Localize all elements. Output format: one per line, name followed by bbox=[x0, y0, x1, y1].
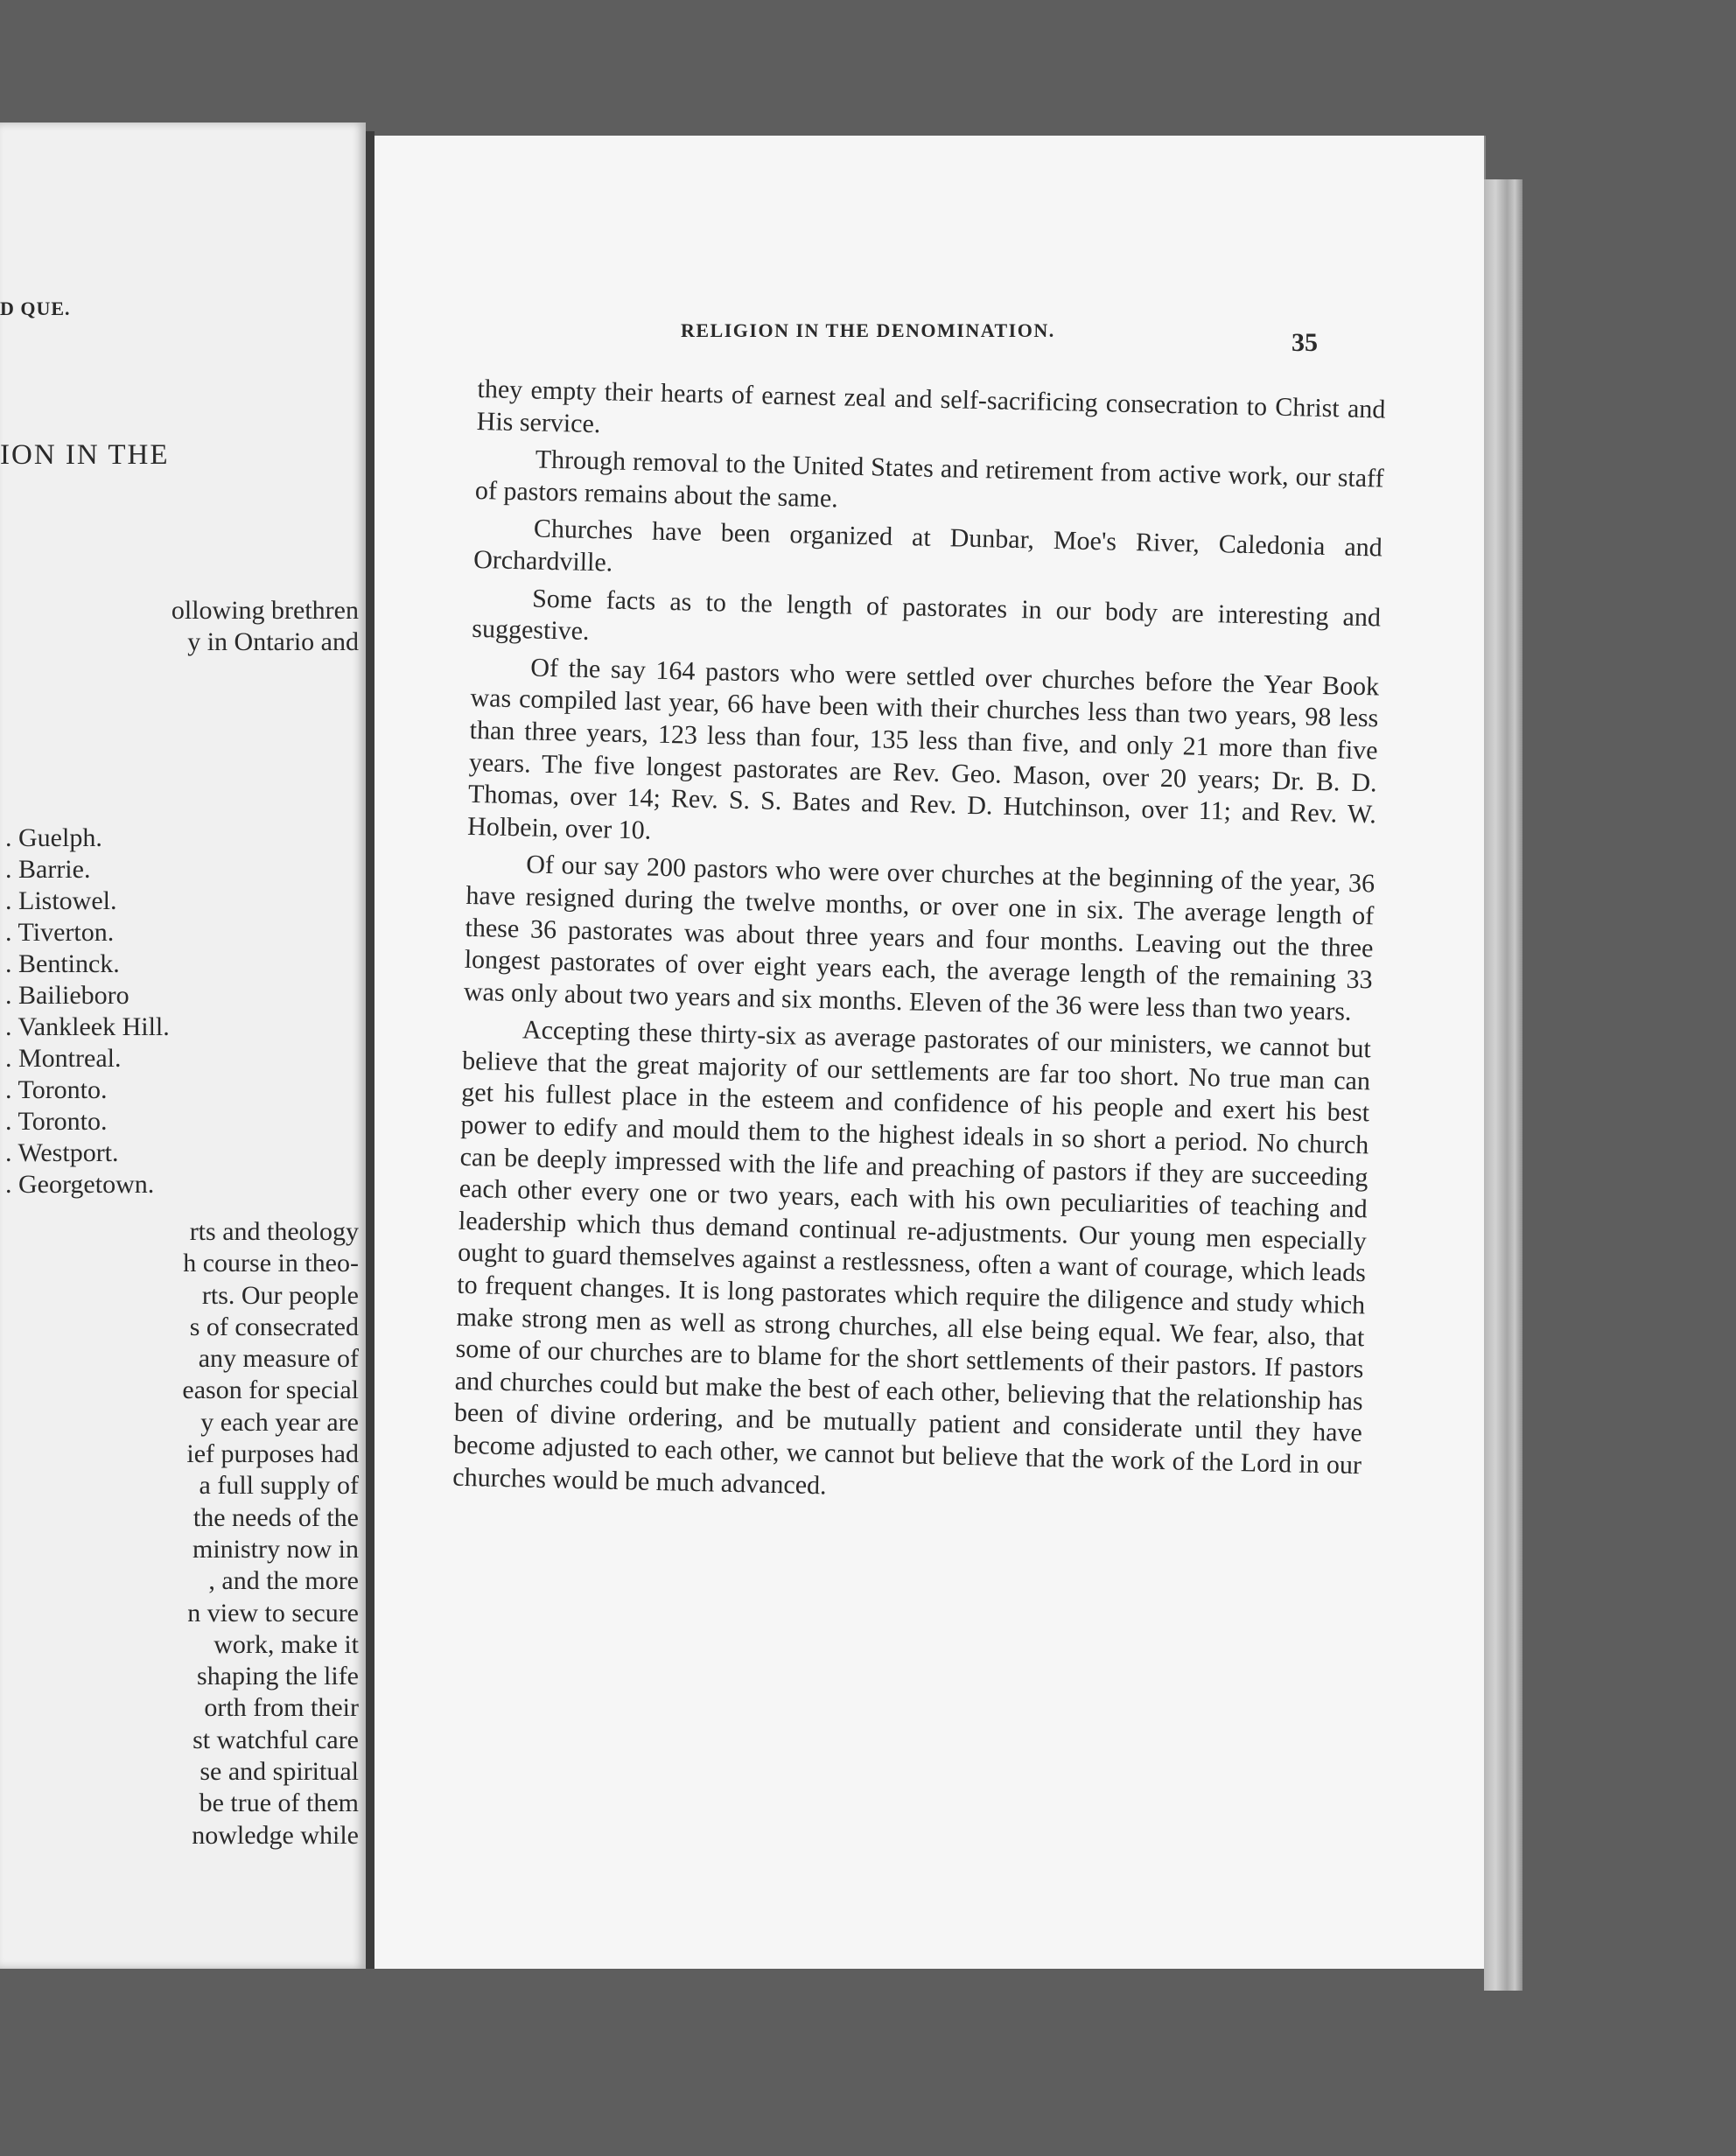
left-para-line: rts. Our people bbox=[201, 1280, 359, 1310]
running-head: RELIGION IN THE DENOMINATION. bbox=[681, 319, 1055, 341]
paragraph: Accepting these thirty-six as average pastorates of our ministers, we cannot but believe that the great majority of our settlements are far too short. No true man can get his fullest place in the esteem and confidence of his people and exert his best power to edify and mould them to the highest ideals in so short a period. No church can be deeply impressed with the life and preaching of pastors if they are succeeding each other every one or two years, each with his own peculiarities of teaching and leadership which thus demand continual re-adjustments. Our young men especially ought to guard themselves against a restlessness, often a want of courage, which leads to frequent changes. It is long pastorates which require the diligence and study which make strong men as well as strong churches, all else being equal. We fear, also, that some of our churches are to blame for the short settlements of their pastors. If pastors and churches could but make the best of each other, believing that the relationship has been of divine ordering, and be mutually patient and considerate until they have become adjusted to each other, we cannot but believe that the work of the Lord in our churches would be much advanced. bbox=[452, 1015, 1372, 1500]
left-para-line: se and spiritual bbox=[200, 1757, 359, 1787]
list-item: . Toronto. bbox=[5, 1107, 108, 1136]
left-running-head: D QUE. bbox=[0, 298, 71, 319]
list-item: . Tiverton. bbox=[5, 918, 115, 947]
left-para-line: y each year are bbox=[200, 1407, 359, 1437]
left-para-line: orth from their bbox=[204, 1693, 359, 1723]
list-item: . Vankleek Hill. bbox=[5, 1012, 170, 1041]
left-para-line: n view to secure bbox=[187, 1598, 359, 1628]
left-paragraph-2 bbox=[0, 1216, 359, 1852]
left-para-line: work, make it bbox=[214, 1629, 359, 1659]
left-para-line: nowledge while bbox=[192, 1820, 359, 1850]
left-para-line: eason for special bbox=[182, 1376, 359, 1405]
left-para-line: s of consecrated bbox=[189, 1312, 359, 1341]
body-text bbox=[452, 374, 1386, 1514]
left-para-line: y in Ontario and bbox=[187, 627, 359, 656]
page-edges bbox=[1484, 179, 1522, 1991]
left-para-line: ministry now in bbox=[192, 1534, 359, 1564]
left-paragraph bbox=[0, 595, 359, 658]
list-item: . Toronto. bbox=[5, 1075, 108, 1104]
list-item: . Bailieboro bbox=[5, 981, 130, 1010]
book-gutter bbox=[366, 131, 374, 1969]
left-para-line: st watchful care bbox=[192, 1725, 359, 1754]
paragraph: Through removal to the United States and retirement from active work, our staff of pastors remains about the same. bbox=[474, 444, 1384, 514]
left-para-line: be true of them bbox=[199, 1788, 359, 1818]
left-para-line: the needs of the bbox=[192, 1502, 359, 1532]
paragraph: Of the say 164 pastors who were settled over churches before the Year Book was compiled last year, 66 have been with their churches less than two years, 98 less than three years, 123 less than four, 135 less than five, and only 21 more than five years. The five longest pastorates are Rev. Geo. Mason, over 20 years; Dr. B. D. Thomas, over 14; Rev. S. S. Bates and Rev. D. Hutchinson, over 11; and Rev. W. Holbein, over 10. bbox=[466, 653, 1380, 845]
left-para-line: ollowing brethren bbox=[171, 596, 359, 625]
list-item: . Barrie. bbox=[5, 855, 91, 884]
left-para-line: h course in theo- bbox=[183, 1249, 359, 1278]
left-para-line: shaping the life bbox=[197, 1662, 359, 1691]
right-page bbox=[374, 136, 1484, 1969]
left-para-line: ief purposes had bbox=[186, 1439, 359, 1469]
list-item: . Listowel. bbox=[5, 886, 117, 915]
paragraph: Churches have been organized at Dunbar, Moe's River, Caledonia and Orchardville. bbox=[472, 514, 1383, 578]
list-item: . Guelph. bbox=[5, 823, 102, 852]
left-para-line: any measure of bbox=[198, 1344, 359, 1374]
left-place-list bbox=[5, 822, 170, 1200]
list-item: . Westport. bbox=[5, 1138, 119, 1167]
list-item: . Montreal. bbox=[5, 1044, 122, 1073]
list-item: . Georgetown. bbox=[5, 1170, 155, 1199]
left-section-title: ION IN THE bbox=[0, 439, 170, 471]
paragraph: they empty their hearts of earnest zeal and self-sacrificing consecration to Christ and His service. bbox=[476, 374, 1386, 438]
left-para-line: , and the more bbox=[208, 1566, 359, 1596]
paragraph: Of our say 200 pastors who were over churches at the beginning of the year, 36 have resigned during the twelve months, or over one in six. The average length of these 36 pastorates was about three years and four months. Leaving out the three longest pastorates of over eight years each, the average length of the remaining 33 was only about two years and six months. Eleven of the 36 were less than two years. bbox=[463, 850, 1376, 1026]
page-number: 35 bbox=[1292, 328, 1318, 357]
left-page bbox=[0, 122, 366, 1969]
paragraph: Some facts as to the length of pastorates in our body are interesting and suggestive. bbox=[472, 584, 1382, 647]
list-item: . Bentinck. bbox=[5, 949, 120, 978]
left-para-line: rts and theology bbox=[189, 1217, 359, 1246]
left-para-line: a full supply of bbox=[199, 1471, 359, 1501]
